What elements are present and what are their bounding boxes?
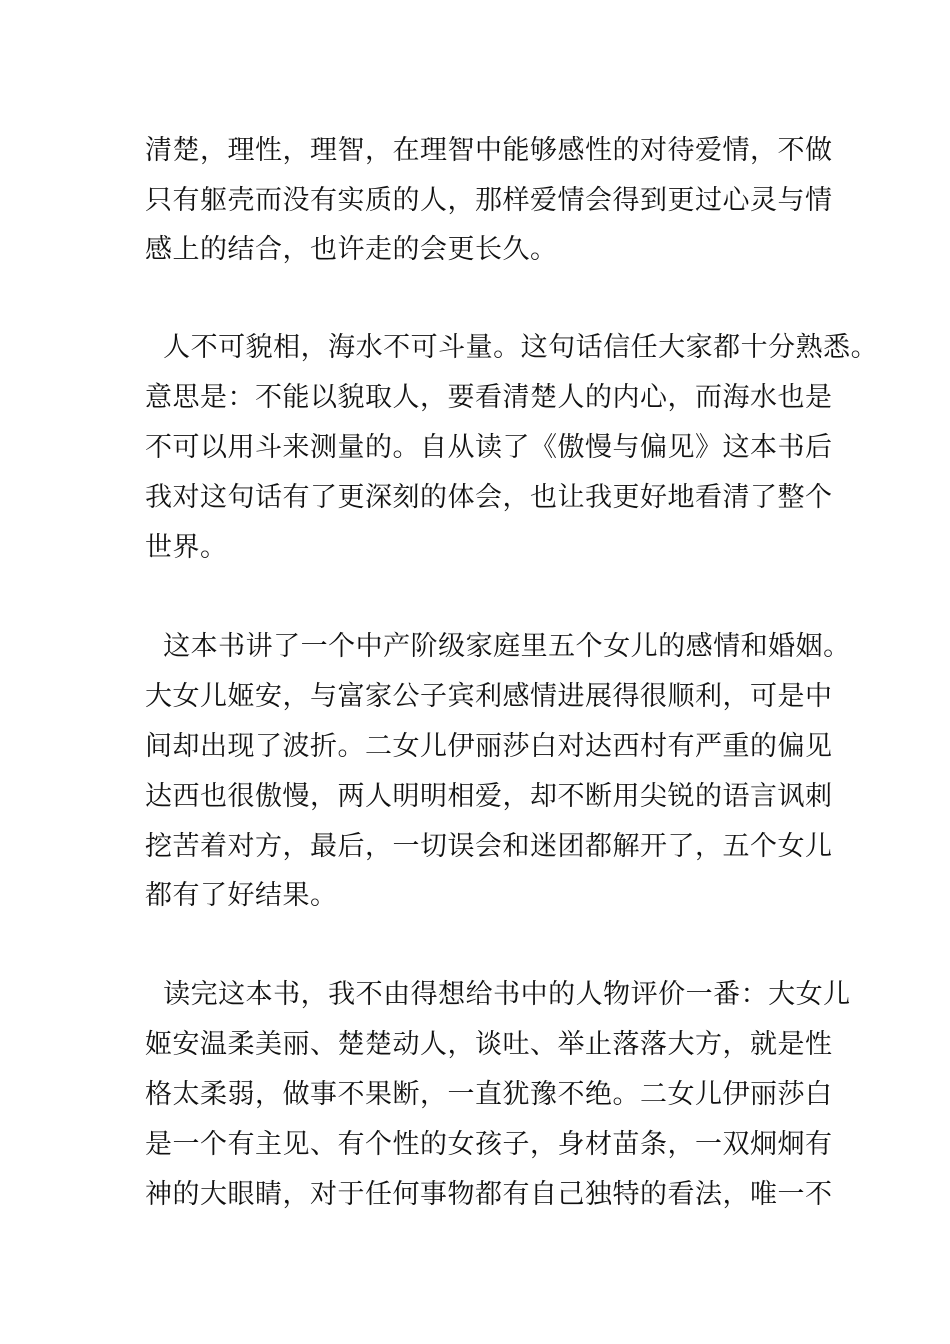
text-line: 都有了好结果。 [145,880,338,911]
text-line: 清楚，理性，理智，在理智中能够感性的对待爱情，不做 [145,135,833,166]
text-line: 神的大眼睛，对于任何事物都有自己独特的看法，唯一不 [145,1179,833,1210]
text-line: 达西也很傲慢，两人明明相爱，却不断用尖锐的语言讽刺 [145,781,833,812]
text-line: 感上的结合，也许走的会更长久。 [145,234,558,265]
text-line: 姬安温柔美丽、楚楚动人，谈吐、举止落落大方，就是性 [145,1029,833,1060]
text-line: 不可以用斗来测量的。自从读了《傲慢与偏见》这本书后 [145,432,833,463]
text-line: 这本书讲了一个中产阶级家庭里五个女儿的感情和婚姻。 [145,631,851,662]
text-line: 间却出现了波折。二女儿伊丽莎白对达西村有严重的偏见 [145,731,833,762]
text-line: 读完这本书，我不由得想给书中的人物评价一番：大女儿 [145,979,851,1010]
text-line: 意思是：不能以貌取人，要看清楚人的内心，而海水也是 [145,382,833,413]
text-line: 人不可貌相，海水不可斗量。这句话信任大家都十分熟悉。 [145,332,879,363]
text-line: 格太柔弱，做事不果断，一直犹豫不绝。二女儿伊丽莎白 [145,1079,833,1110]
text-line: 大女儿姬安，与富家公子宾利感情进展得很顺利，可是中 [145,681,833,712]
text-line: 挖苦着对方，最后，一切误会和迷团都解开了，五个女儿 [145,831,833,862]
text-line: 我对这句话有了更深刻的体会，也让我更好地看清了整个 [145,482,833,513]
text-line: 是一个有主见、有个性的女孩子，身材苗条，一双炯炯有 [145,1129,833,1160]
text-line: 只有躯壳而没有实质的人，那样爱情会得到更过心灵与情 [145,185,833,216]
text-line: 世界。 [145,532,228,563]
